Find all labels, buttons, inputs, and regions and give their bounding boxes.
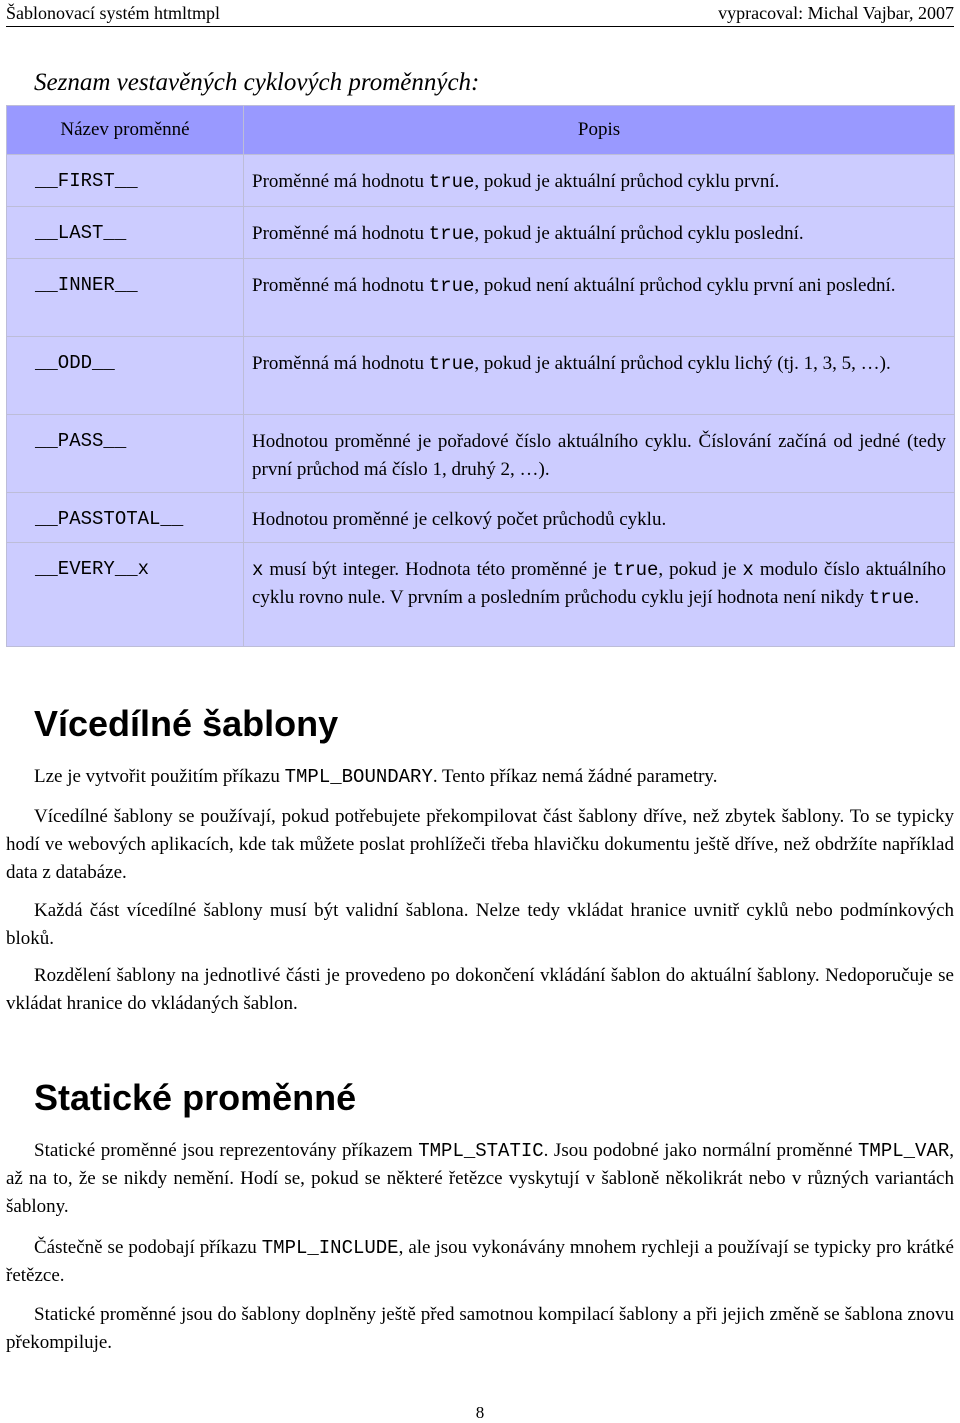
variable-name: __PASS__ (35, 430, 127, 452)
text-run: Hodnotou proměnné je pořadové číslo aktuálního cyklu. Číslování začíná od jedné (tedy první průchod má číslo 1, druhý 2, …). (252, 431, 946, 480)
variable-description-cell (244, 543, 955, 647)
builtin-loop-vars-heading: Seznam vestavěných cyklových proměnných: (34, 69, 480, 96)
text-run: . Tento příkaz nemá žádné parametry. (432, 766, 718, 787)
table-row (7, 207, 955, 259)
table-row (7, 337, 955, 415)
variable-name: __FIRST__ (35, 170, 138, 192)
text-run: , pokud je aktuální průchod cyklu poslední. (474, 223, 804, 244)
multipart-paragraph (6, 897, 954, 953)
static-paragraph (6, 1301, 954, 1357)
table-row (7, 155, 955, 207)
code-literal: TMPL_BOUNDARY (284, 766, 433, 788)
variable-name: __LAST__ (35, 222, 127, 244)
code-literal: TMPL_INCLUDE (261, 1237, 399, 1259)
code-literal: true (428, 275, 475, 297)
text-run: Proměnné má hodnotu (252, 223, 429, 244)
code-literal: true (428, 353, 475, 375)
static-paragraph (6, 1137, 954, 1221)
variable-name-cell (7, 415, 244, 493)
table-header-row (7, 106, 955, 155)
code-literal: true (428, 171, 475, 193)
text-run: . (914, 587, 920, 608)
variable-name-cell (7, 337, 244, 415)
text-run: , ale jsou vykonávány mnohem rychleji a používají se typicky pro krátké řetězce. (6, 1237, 954, 1286)
table-row (7, 493, 955, 543)
text-run: Rozdělení šablony na jednotlivé části je provedeno po dokončení vkládání šablon do aktuální šablony. Nedoporučuje se vkládat hranice do vkládaných šablon. (6, 965, 954, 1014)
text-run: modulo číslo aktuálního cyklu rovno nule. V prvním a posledním průchodu cyklu její hodnota není nikdy (252, 559, 946, 608)
page-header (6, 2, 954, 27)
text-run: Lze je vytvořit použitím příkazu (34, 766, 285, 787)
text-run: Proměnné má hodnotu (252, 171, 429, 192)
header-author: vypracoval: Michal Vajbar, 2007 (718, 3, 954, 23)
code-literal: TMPL_VAR (858, 1140, 950, 1162)
code-literal: true (868, 587, 915, 609)
static-paragraph (6, 1234, 954, 1290)
code-literal: true (612, 559, 659, 581)
variable-description-cell (244, 493, 955, 543)
variable-name: __ODD__ (35, 352, 115, 374)
variable-name: __PASSTOTAL__ (35, 508, 184, 530)
code-literal: x (252, 559, 264, 581)
text-run: Hodnotou proměnné je celkový počet průchodů cyklu. (252, 509, 667, 530)
multipart-paragraph (6, 962, 954, 1018)
text-run: , pokud je aktuální průchod cyklu lichý (tj. 1, 3, 5, …). (474, 353, 891, 374)
static-variables-heading: Statické proměnné (34, 1077, 357, 1118)
text-run: Proměnná má hodnotu (252, 353, 429, 374)
text-run: Vícedílné šablony se používají, pokud potřebujete překompilovat část šablony dříve, než zbytek šablony. To se typicky hodí ve webových aplikacích, kde tak můžete poslat prohlížeči třeba hlavičku dokumentu ještě dříve, než obdržíte například data z databáze. (6, 806, 954, 883)
multipart-paragraph (6, 803, 954, 887)
table-row (7, 415, 955, 493)
text-run: , pokud je (658, 559, 743, 580)
code-literal: true (428, 223, 475, 245)
text-run: Proměnné má hodnotu (252, 275, 429, 296)
text-run: , pokud je aktuální průchod cyklu první. (474, 171, 780, 192)
variable-description-cell (244, 337, 955, 415)
code-literal: x (742, 559, 754, 581)
text-run: Statické proměnné jsou reprezentovány příkazem (34, 1140, 419, 1161)
text-run: musí být integer. Hodnota této proměnné je (263, 559, 613, 580)
code-literal: TMPL_STATIC (418, 1140, 544, 1162)
loop-variables-table (6, 105, 955, 647)
text-run: . Jsou podobné jako normální proměnné (543, 1140, 859, 1161)
variable-name-cell (7, 493, 244, 543)
multipart-templates-heading: Vícedílné šablony (34, 703, 339, 744)
text-run: , až na to, že se nikdy nemění. Hodí se, pokud se některé řetězce vyskytují v šabloně několikrát nebo v různých variantách šablony. (6, 1140, 954, 1217)
multipart-paragraph (6, 763, 954, 791)
column-header-description: Popis (244, 106, 955, 155)
text-run: , pokud není aktuální průchod cyklu první ani poslední. (474, 275, 896, 296)
text-run: Částečně se podobají příkazu (34, 1237, 262, 1258)
variable-name: __EVERY__x (35, 558, 150, 580)
header-title: Šablonovací systém htmltmpl (6, 3, 220, 23)
variable-name: __INNER__ (35, 274, 138, 296)
variable-description-cell (244, 207, 955, 259)
text-run: Každá část vícedílné šablony musí být validní šablona. Nelze tedy vkládat hranice uvnitř cyklů nebo podmínkových bloků. (6, 900, 954, 949)
column-header-name: Název proměnné (7, 106, 244, 155)
variable-description-cell (244, 415, 955, 493)
variable-name-cell (7, 543, 244, 647)
variable-description-cell (244, 259, 955, 337)
variable-description-cell (244, 155, 955, 207)
table-row (7, 259, 955, 337)
text-run: Statické proměnné jsou do šablony doplněny ještě před samotnou kompilací šablony a při jejich změně se šablona znovu překompiluje. (6, 1304, 954, 1353)
variable-name-cell (7, 259, 244, 337)
variable-name-cell (7, 207, 244, 259)
variable-name-cell (7, 155, 244, 207)
page-number: 8 (475, 1403, 485, 1422)
table-row (7, 543, 955, 647)
